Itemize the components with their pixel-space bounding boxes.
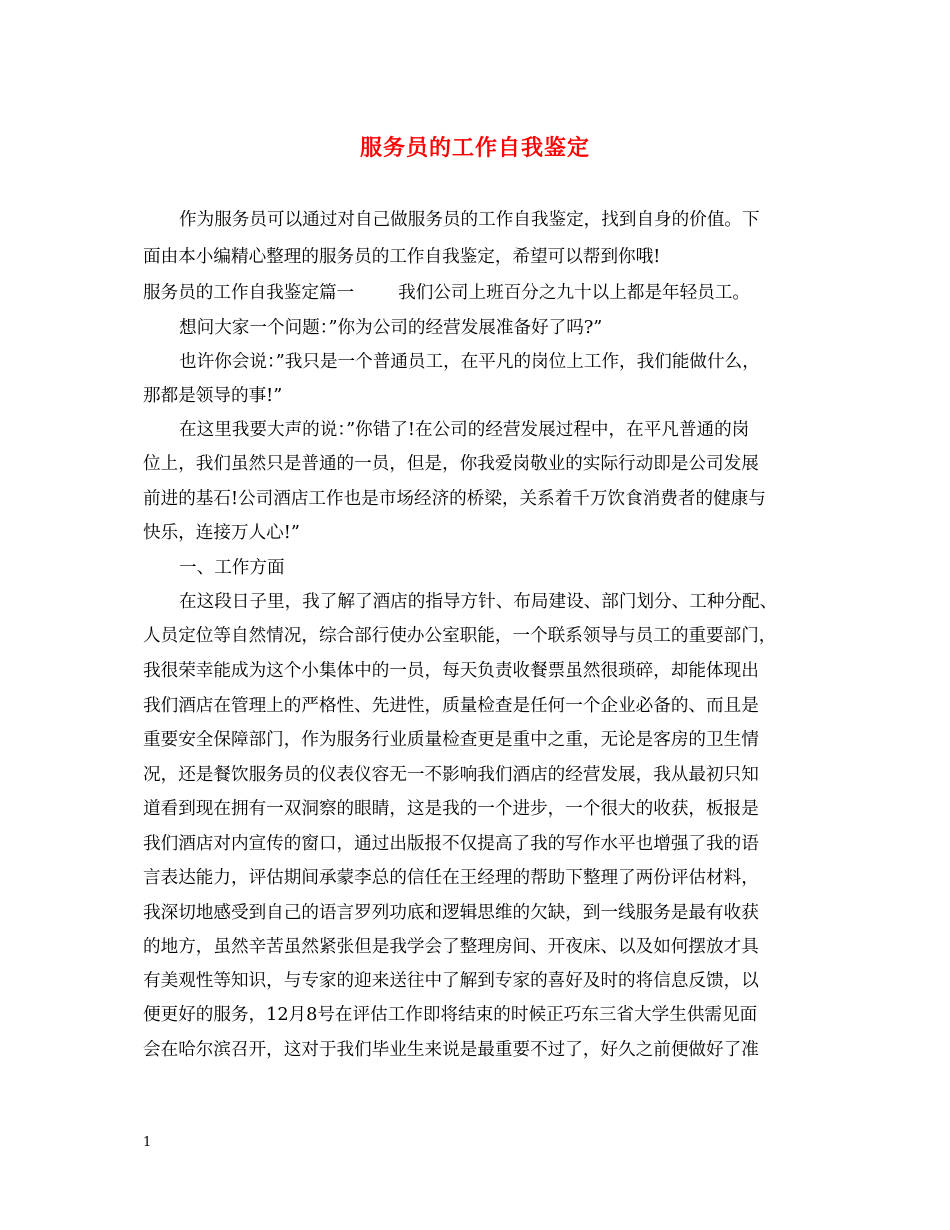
work-line-5: 重要安全保障部门，作为服务行业质量检查更是重中之重，无论是客房的卫生情	[143, 730, 759, 750]
here-line-1: 在这里我要大声的说：”你错了!在公司的经营发展过程中，在平凡普通的岗	[179, 420, 750, 440]
here-line-3: 前进的基石!公司酒店工作也是市场经济的桥梁，关系着千万饮食消费者的健康与	[143, 489, 766, 509]
section-heading-line	[143, 276, 750, 310]
work-line-10: 我深切地感受到自己的语言罗列功底和逻辑思维的欠缺，到一线服务是最有收获	[143, 903, 759, 923]
work-heading: 一、工作方面	[179, 558, 285, 578]
work-line-7: 道看到现在拥有一双洞察的眼睛，这是我的一个进步，一个很大的收获，板报是	[143, 799, 759, 819]
work-line-11: 的地方，虽然辛苦虽然紧张但是我学会了整理房间、开夜床、以及如何摆放才具	[143, 937, 759, 957]
document-title: 服务员的工作自我鉴定	[359, 135, 590, 161]
here-line-2: 位上，我们虽然只是普通的一员，但是，你我爱岗敬业的实际行动即是公司发展	[143, 454, 759, 474]
work-line-8: 我们酒店对内宣传的窗口，通过出版报不仅提高了我的写作水平也增强了我的语	[143, 834, 759, 854]
page-number: 1	[143, 1135, 152, 1150]
here-line-4: 快乐，连接万人心!”	[143, 523, 300, 543]
maybe-line-2: 那都是领导的事!”	[143, 386, 283, 406]
intro-line-1: 作为服务员可以通过对自己做服务员的工作自我鉴定，找到自身的价值。下	[179, 210, 760, 230]
section-heading-rest: 我们公司上班百分之九十以上都是年轻员工。	[398, 283, 751, 303]
work-line-6: 况，还是餐饮服务员的仪表仪容无一不影响我们酒店的经营发展，我从最初只知	[143, 765, 759, 785]
work-line-4: 我们酒店在管理上的严格性、先进性，质量检查是任何一个企业必备的、而且是	[143, 696, 759, 716]
maybe-line-1: 也许你会说：”我只是一个普通员工，在平凡的岗位上工作，我们能做什么，	[179, 352, 760, 372]
work-line-9: 言表达能力，评估期间承蒙李总的信任在王经理的帮助下整理了两份评估材料，	[143, 868, 759, 888]
work-line-13: 便更好的服务，12月8号在评估工作即将结束的时候正巧东三省大学生供需见面	[143, 1005, 758, 1025]
intro-line-2: 面由本小编精心整理的服务员的工作自我鉴定，希望可以帮到你哦!	[143, 247, 661, 267]
section-heading: 服务员的工作自我鉴定篇一	[143, 283, 355, 303]
work-line-3: 我很荣幸能成为这个小集体中的一员，每天负责收餐票虽然很琐碎，却能体现出	[143, 661, 759, 681]
question-line: 想问大家一个问题：”你为公司的经营发展准备好了吗?”	[179, 318, 603, 338]
work-line-2: 人员定位等自然情况，综合部行使办公室职能，一个联系领导与员工的重要部门，	[143, 626, 777, 646]
work-line-1: 在这段日子里，我了解了酒店的指导方针、布局建设、部门划分、工种分配、	[179, 592, 778, 612]
work-line-12: 有美观性等知识，与专家的迎来送往中了解到专家的喜好及时的将信息反馈，以	[143, 971, 759, 991]
work-line-14: 会在哈尔滨召开，这对于我们毕业生来说是最重要不过了，好久之前便做好了准	[143, 1040, 759, 1060]
